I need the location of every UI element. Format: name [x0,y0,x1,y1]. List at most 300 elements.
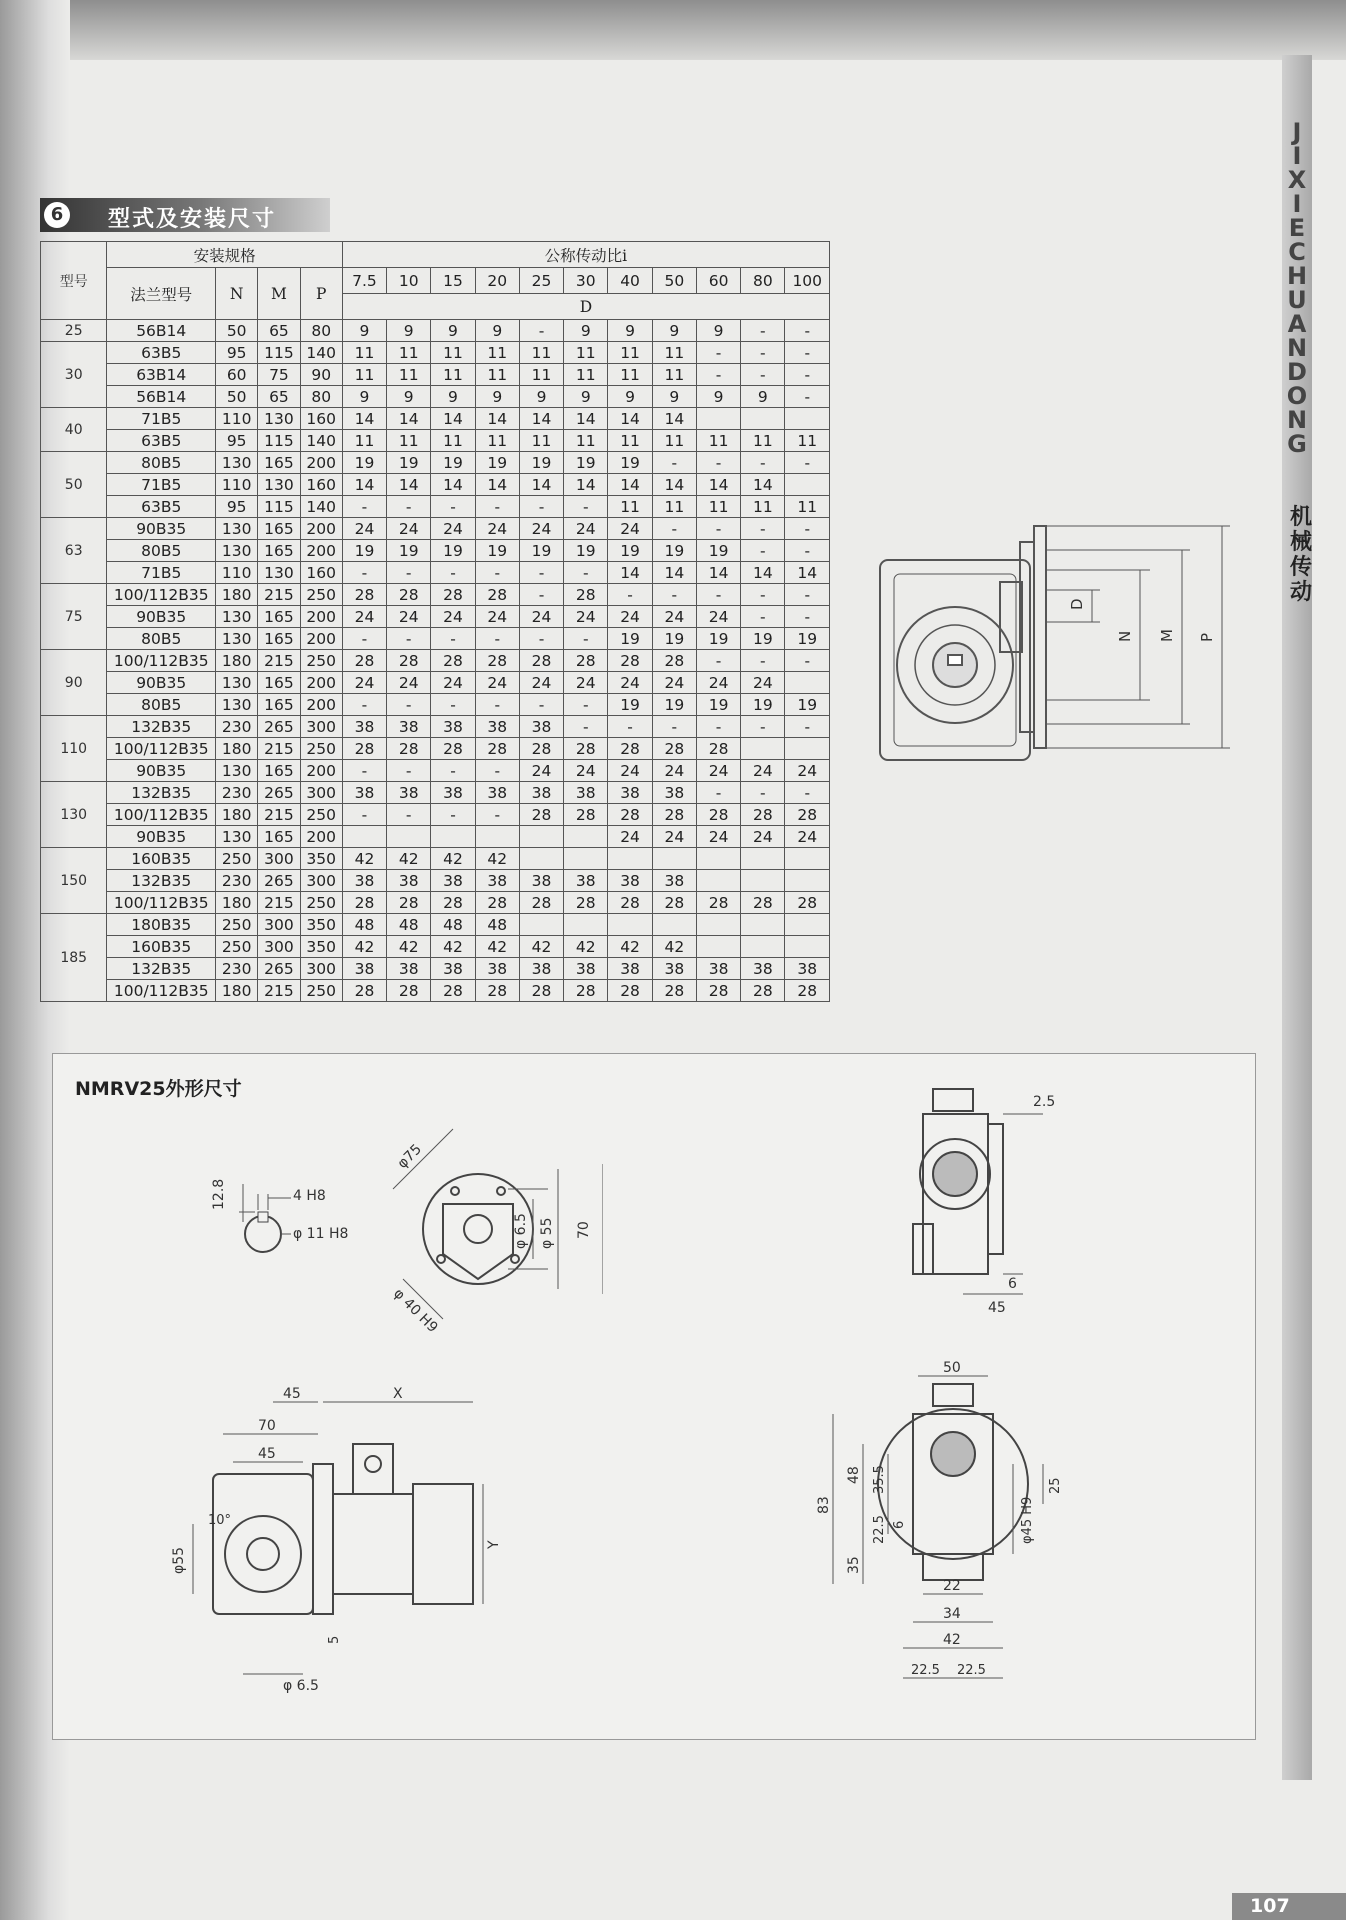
shaft-diameter-cell: 11 [652,496,696,518]
dimension-cell: 80 [300,386,342,408]
shaft-diameter-cell: 19 [519,452,563,474]
flange-cell: 100/112B35 [107,804,216,826]
shaft-diameter-cell: 14 [342,474,386,496]
shaft-diameter-cell: 28 [652,804,696,826]
dimension-cell: 115 [258,342,300,364]
shaft-diameter-cell: 9 [342,320,386,342]
dimension-cell: 140 [300,496,342,518]
top-label-n: N [1116,630,1134,642]
shaft-diameter-cell: 28 [741,892,785,914]
dimension-cell: 50 [216,320,258,342]
shaft-diameter-cell: 19 [431,452,475,474]
shaft-diameter-cell: 38 [475,716,519,738]
flange-d55: φ 55 [539,1217,555,1249]
shaft-diameter-cell: 14 [342,408,386,430]
shaft-diameter-cell: - [519,562,563,584]
dimension-cell: 130 [216,694,258,716]
shaft-diameter-cell: 38 [741,958,785,980]
shaft-diameter-cell: - [431,562,475,584]
shaft-diameter-cell: 11 [431,430,475,452]
shaft-diameter-cell: 42 [475,848,519,870]
shaft-diameter-cell: 24 [652,760,696,782]
shaft-diameter-cell: - [741,452,785,474]
flange-cell: 180B35 [107,914,216,936]
dimension-cell: 200 [300,694,342,716]
end-d225: 22.5 [872,1515,887,1544]
shaft-diameter-cell: 42 [564,936,608,958]
shaft-diameter-cell [431,826,475,848]
keyway-drawing [203,1174,383,1284]
shaft-diameter-cell: 38 [475,782,519,804]
shaft-diameter-cell: 19 [387,540,431,562]
dimension-cell: 115 [258,496,300,518]
dimension-cell: 165 [258,628,300,650]
shaft-diameter-cell: 19 [608,540,652,562]
shaft-diameter-cell: 11 [519,342,563,364]
table-row [41,716,830,738]
dimension-cell: 180 [216,980,258,1002]
header-install: 安装规格 [107,242,342,268]
page-number: 107 [1232,1893,1346,1920]
table-row [41,892,830,914]
shaft-diameter-cell: 19 [785,628,830,650]
dimension-cell: 130 [216,452,258,474]
shaft-diameter-cell: 24 [475,606,519,628]
shaft-diameter-cell: 19 [342,452,386,474]
shaft-diameter-cell: 14 [431,408,475,430]
shaft-diameter-cell: - [387,562,431,584]
shaft-diameter-cell: - [475,694,519,716]
shaft-diameter-cell: 28 [696,980,740,1002]
shaft-diameter-cell: 28 [387,650,431,672]
shaft-diameter-cell [387,826,431,848]
shaft-diameter-cell: - [387,628,431,650]
dimension-cell: 65 [258,320,300,342]
spec-table [40,241,830,1002]
shaft-diameter-cell: 24 [785,826,830,848]
dimension-cell: 180 [216,892,258,914]
flange-cell: 90B35 [107,760,216,782]
shaft-diameter-cell: 28 [519,892,563,914]
shaft-diameter-cell: 28 [387,738,431,760]
dimension-cell: 250 [216,936,258,958]
shaft-diameter-cell: - [741,518,785,540]
end-d22: 22 [943,1578,961,1594]
shaft-diameter-cell [785,738,830,760]
table-row [41,386,830,408]
shaft-diameter-cell: 38 [564,782,608,804]
shaft-diameter-cell: - [342,804,386,826]
shaft-diameter-cell: 19 [696,628,740,650]
table-row [41,782,830,804]
shaft-diameter-cell: 9 [652,386,696,408]
dimension-cell: 165 [258,694,300,716]
shaft-diameter-cell: 11 [431,364,475,386]
dimension-cell: 50 [216,386,258,408]
shaft-diameter-cell: - [741,320,785,342]
dimension-cell: 300 [300,716,342,738]
dimension-cell: 265 [258,716,300,738]
dimension-cell: 130 [258,408,300,430]
shaft-diameter-cell: 28 [431,584,475,606]
shaft-diameter-cell: - [785,364,830,386]
dimension-cell: 165 [258,760,300,782]
table-row [41,980,830,1002]
shaft-diameter-cell: 38 [519,958,563,980]
ratio-header: 60 [696,268,740,294]
dimension-cell: 200 [300,826,342,848]
shaft-diameter-cell: - [785,518,830,540]
dimension-cell: 130 [258,474,300,496]
shaft-diameter-cell: 28 [608,892,652,914]
dimension-cell: 350 [300,914,342,936]
shaft-diameter-cell: - [785,386,830,408]
dimension-cell: 160 [300,562,342,584]
shaft-diameter-cell: - [741,782,785,804]
table-row [41,760,830,782]
shaft-diameter-cell: 38 [387,870,431,892]
shaft-diameter-cell: - [387,760,431,782]
shaft-diameter-cell: 28 [564,738,608,760]
dimension-cell: 200 [300,628,342,650]
shaft-diameter-cell: - [564,562,608,584]
shaft-diameter-cell: 28 [608,650,652,672]
dimension-cell: 75 [258,364,300,386]
table-row [41,408,830,430]
dimension-cell: 230 [216,782,258,804]
dimension-cell: 350 [300,848,342,870]
shaft-diameter-cell: 9 [696,320,740,342]
flange-cell: 71B5 [107,562,216,584]
shaft-diameter-cell: 19 [785,694,830,716]
model-cell: 130 [41,782,107,848]
shaft-diameter-cell: 9 [741,386,785,408]
front-y: Y [486,1540,502,1549]
shaft-diameter-cell: 14 [608,474,652,496]
shaft-diameter-cell: 38 [608,958,652,980]
shaft-diameter-cell [652,914,696,936]
shaft-diameter-cell: 28 [652,980,696,1002]
dimension-cell: 140 [300,430,342,452]
shaft-diameter-cell: 19 [475,452,519,474]
table-row [41,474,830,496]
shaft-diameter-cell: 38 [342,782,386,804]
shaft-diameter-cell: 14 [652,562,696,584]
shaft-diameter-cell [519,914,563,936]
flange-cell: 80B5 [107,628,216,650]
keyway-diameter: φ 11 H8 [293,1226,349,1242]
dimension-cell: 160 [300,408,342,430]
dimension-cell: 130 [216,672,258,694]
shaft-diameter-cell: 28 [785,804,830,826]
shaft-diameter-cell: 38 [564,958,608,980]
dimensions-panel [52,1053,1256,1740]
shaft-diameter-cell: 38 [519,716,563,738]
shaft-diameter-cell: 38 [387,958,431,980]
shaft-diameter-cell: 38 [342,716,386,738]
front-d70: 70 [258,1418,276,1434]
shaft-diameter-cell: 9 [564,320,608,342]
shaft-diameter-cell: 48 [475,914,519,936]
dimension-cell: 110 [216,474,258,496]
shaft-diameter-cell [696,936,740,958]
shaft-diameter-cell: 14 [519,408,563,430]
shaft-diameter-cell: 14 [785,562,830,584]
dimension-cell: 350 [300,936,342,958]
shaft-diameter-cell: 9 [431,320,475,342]
shaft-diameter-cell: 38 [431,782,475,804]
shaft-diameter-cell: - [785,540,830,562]
model-cell: 40 [41,408,107,452]
flange-cell: 132B35 [107,958,216,980]
shaft-diameter-cell: 19 [608,694,652,716]
flange-cell: 63B5 [107,430,216,452]
model-cell: 63 [41,518,107,584]
table-row [41,848,830,870]
dimension-cell: 180 [216,804,258,826]
shaft-diameter-cell: 28 [342,650,386,672]
shaft-diameter-cell: - [696,518,740,540]
dimension-cell: 250 [216,848,258,870]
shaft-diameter-cell: 14 [564,408,608,430]
dimension-cell: 300 [258,936,300,958]
shaft-diameter-cell: - [696,452,740,474]
shaft-diameter-cell: 28 [342,980,386,1002]
keyway-height: 12.8 [211,1178,227,1210]
flange-cell: 90B35 [107,518,216,540]
shaft-diameter-cell: - [431,496,475,518]
flange-cell: 90B35 [107,606,216,628]
model-cell: 75 [41,584,107,650]
shaft-diameter-cell: 38 [431,716,475,738]
flange-cell: 80B5 [107,540,216,562]
shaft-diameter-cell: 24 [741,760,785,782]
table-row [41,364,830,386]
shaft-diameter-cell [741,914,785,936]
shaft-diameter-cell: 24 [475,518,519,540]
section-title: 型式及安装尺寸 [108,206,277,232]
table-row [41,496,830,518]
shaft-diameter-cell: - [387,496,431,518]
side-t45: 45 [988,1300,1006,1314]
shaft-diameter-cell: 28 [652,738,696,760]
flange-cell: 160B35 [107,936,216,958]
shaft-diameter-cell: 28 [785,980,830,1002]
ratio-header: 10 [387,268,431,294]
shaft-diameter-cell: 11 [608,496,652,518]
shaft-diameter-cell: 48 [342,914,386,936]
side-brand-text: J I X I E C H U A N D O N G [1286,118,1308,458]
shaft-diameter-cell: - [696,782,740,804]
shaft-diameter-cell: 28 [608,804,652,826]
flange-cell: 100/112B35 [107,980,216,1002]
shaft-diameter-cell: 24 [741,826,785,848]
table-row [41,936,830,958]
shaft-diameter-cell: 48 [431,914,475,936]
shaft-diameter-cell: 19 [741,694,785,716]
shaft-diameter-cell: 38 [342,870,386,892]
shaft-diameter-cell [652,848,696,870]
shaft-diameter-cell: 11 [741,496,785,518]
shaft-diameter-cell: 42 [431,848,475,870]
front-x: X [393,1386,403,1402]
shaft-diameter-cell: 24 [608,606,652,628]
shaft-diameter-cell: 24 [564,518,608,540]
shaft-diameter-cell: 38 [652,782,696,804]
dimension-cell: 165 [258,672,300,694]
ratio-header: 40 [608,268,652,294]
shaft-diameter-cell: 38 [519,782,563,804]
dimension-cell: 230 [216,870,258,892]
top-label-p: P [1198,632,1216,642]
ratio-header: 80 [741,268,785,294]
shaft-diameter-cell: 24 [475,672,519,694]
shaft-diameter-cell: 28 [564,650,608,672]
shaft-diameter-cell: 24 [431,518,475,540]
table-row [41,606,830,628]
shaft-diameter-cell [785,474,830,496]
shaft-diameter-cell: 28 [342,738,386,760]
table-row [41,958,830,980]
shaft-diameter-cell [475,826,519,848]
flange-cell: 160B35 [107,848,216,870]
dimension-cell: 165 [258,826,300,848]
shaft-diameter-cell: 24 [608,518,652,540]
shaft-diameter-cell: 28 [564,892,608,914]
dimension-cell: 250 [300,980,342,1002]
dimension-cell: 180 [216,738,258,760]
shaft-diameter-cell: - [696,364,740,386]
end-d42: 42 [943,1632,961,1648]
dimension-cell: 95 [216,430,258,452]
table-row [41,694,830,716]
flange-cell: 56B14 [107,320,216,342]
shaft-diameter-cell: - [342,562,386,584]
dimension-cell: 250 [216,914,258,936]
shaft-diameter-cell: 9 [519,386,563,408]
dimension-cell: 265 [258,958,300,980]
shaft-diameter-cell: 24 [652,826,696,848]
dimension-cell: 95 [216,496,258,518]
dimension-cell: 265 [258,782,300,804]
shaft-diameter-cell: 19 [696,540,740,562]
dimension-cell: 130 [216,826,258,848]
shaft-diameter-cell: 24 [696,606,740,628]
shaft-diameter-cell: - [785,584,830,606]
shaft-diameter-cell: 28 [342,892,386,914]
shaft-diameter-cell: 24 [608,760,652,782]
shaft-diameter-cell: - [342,760,386,782]
end-d225a: 22.5 [911,1663,940,1678]
shaft-diameter-cell [785,914,830,936]
shaft-diameter-cell: 42 [608,936,652,958]
shaft-diameter-cell: 24 [519,606,563,628]
shaft-diameter-cell: 19 [608,628,652,650]
dimension-cell: 130 [216,518,258,540]
flange-cell: 71B5 [107,474,216,496]
shaft-diameter-cell: 38 [652,870,696,892]
flange-cell: 63B14 [107,364,216,386]
side-category-text: 机 械 传 动 [1290,504,1313,605]
table-row [41,342,830,364]
table-row [41,430,830,452]
shaft-diameter-cell: - [519,584,563,606]
header-flange: 法兰型号 [107,268,216,320]
front-d45a: 45 [283,1386,301,1402]
shaft-diameter-cell: 28 [696,892,740,914]
flange-h70: 70 [576,1221,592,1239]
shaft-diameter-cell: 11 [652,364,696,386]
shaft-diameter-cell: 14 [564,474,608,496]
shaft-diameter-cell: 28 [741,804,785,826]
shaft-diameter-cell: 38 [342,958,386,980]
dimension-cell: 215 [258,584,300,606]
flange-cell: 80B5 [107,452,216,474]
shaft-diameter-cell: 28 [652,892,696,914]
shaft-diameter-cell: - [741,716,785,738]
shaft-diameter-cell: 38 [608,870,652,892]
shaft-diameter-cell: 11 [387,342,431,364]
shaft-diameter-cell: 19 [608,452,652,474]
shaft-diameter-cell [785,672,830,694]
shaft-diameter-cell: 24 [564,672,608,694]
shaft-diameter-cell: - [431,804,475,826]
shaft-diameter-cell: 19 [564,540,608,562]
shaft-diameter-cell: 42 [387,936,431,958]
shaft-diameter-cell: - [652,452,696,474]
shaft-diameter-cell: 24 [387,606,431,628]
end-d25: 25 [1048,1477,1063,1494]
shaft-diameter-cell: 9 [696,386,740,408]
shaft-diameter-cell: 42 [431,936,475,958]
shaft-diameter-cell: 42 [652,936,696,958]
shaft-diameter-cell: 14 [741,474,785,496]
dimension-cell: 110 [216,408,258,430]
shaft-diameter-cell: 24 [519,518,563,540]
shaft-diameter-cell: - [431,694,475,716]
shaft-diameter-cell: 38 [387,716,431,738]
shaft-diameter-cell: 9 [652,320,696,342]
shaft-diameter-cell: 24 [564,760,608,782]
dimension-cell: 130 [216,540,258,562]
front-five: 5 [327,1635,342,1644]
shaft-diameter-cell: 28 [564,584,608,606]
shaft-diameter-cell: 28 [431,892,475,914]
shaft-diameter-cell: 9 [431,386,475,408]
shaft-diameter-cell: - [342,694,386,716]
shaft-diameter-cell [608,848,652,870]
shaft-diameter-cell [696,914,740,936]
shaft-diameter-cell: 9 [608,386,652,408]
shaft-diameter-cell: 42 [475,936,519,958]
ratio-header: 100 [785,268,830,294]
flange-cell: 90B35 [107,672,216,694]
shaft-diameter-cell: 24 [696,826,740,848]
shaft-diameter-cell: - [608,584,652,606]
flange-cell: 100/112B35 [107,584,216,606]
shaft-diameter-cell [564,848,608,870]
dimension-cell: 300 [258,848,300,870]
shaft-diameter-cell: - [652,584,696,606]
shaft-diameter-cell: - [785,782,830,804]
ratio-header: 15 [431,268,475,294]
flange-cell: 90B35 [107,826,216,848]
flange-cell: 71B5 [107,408,216,430]
shaft-diameter-cell: 42 [519,936,563,958]
top-label-m: M [1158,629,1176,642]
dimension-cell: 215 [258,738,300,760]
shaft-diameter-cell [564,914,608,936]
